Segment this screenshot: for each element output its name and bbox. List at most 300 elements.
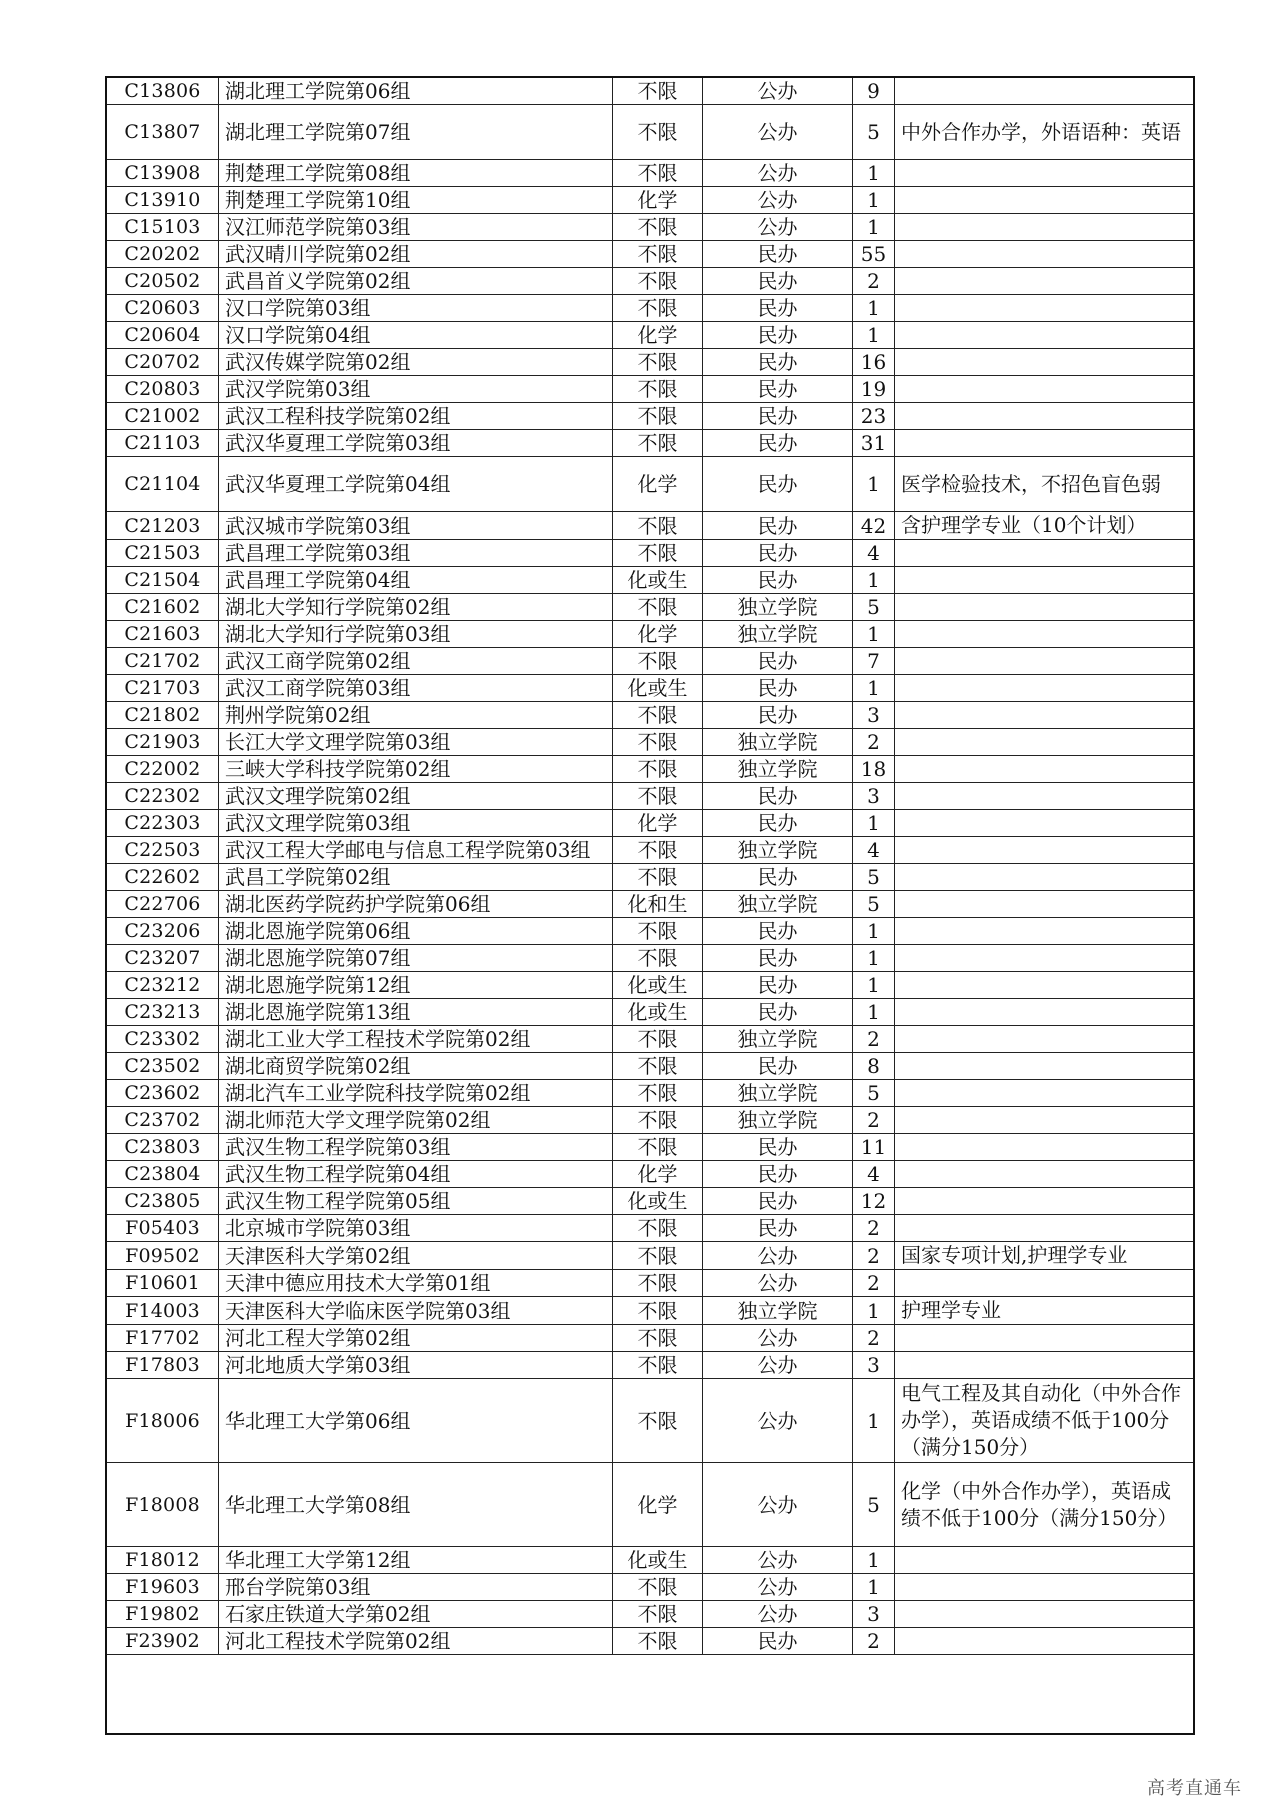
subject-requirement-cell: 不限 bbox=[613, 1134, 703, 1161]
plan-count-cell: 42 bbox=[853, 512, 895, 540]
subject-requirement-cell: 不限 bbox=[613, 1026, 703, 1053]
subject-requirement-cell: 不限 bbox=[613, 1107, 703, 1134]
subject-requirement-cell: 化或生 bbox=[613, 675, 703, 702]
college-group-name-cell: 荆楚理工学院第08组 bbox=[219, 160, 613, 187]
table-row bbox=[107, 1463, 1195, 1547]
table-row bbox=[107, 241, 1195, 268]
plan-count-cell: 1 bbox=[853, 675, 895, 702]
remarks-cell bbox=[895, 864, 1195, 891]
college-group-name-cell: 石家庄铁道大学第02组 bbox=[219, 1601, 613, 1628]
remarks-cell: 中外合作办学，外语语种：英语 bbox=[895, 105, 1195, 160]
plan-count-cell: 31 bbox=[853, 430, 895, 457]
group-code-cell: C23502 bbox=[107, 1053, 219, 1080]
plan-count-cell: 23 bbox=[853, 403, 895, 430]
college-group-name-cell: 汉江师范学院第03组 bbox=[219, 214, 613, 241]
table-row bbox=[107, 1080, 1195, 1107]
college-group-name-cell: 武汉生物工程学院第05组 bbox=[219, 1188, 613, 1215]
college-group-name-cell: 武昌工学院第02组 bbox=[219, 864, 613, 891]
plan-count-cell: 2 bbox=[853, 1215, 895, 1242]
college-group-name-cell: 天津医科大学第02组 bbox=[219, 1242, 613, 1270]
remarks-cell bbox=[895, 268, 1195, 295]
college-group-name-cell: 武昌理工学院第04组 bbox=[219, 567, 613, 594]
subject-requirement-cell: 不限 bbox=[613, 349, 703, 376]
group-code-cell: C21002 bbox=[107, 403, 219, 430]
table-row bbox=[107, 1270, 1195, 1297]
plan-count-cell: 4 bbox=[853, 837, 895, 864]
school-type-cell: 公办 bbox=[703, 1352, 853, 1379]
table-row bbox=[107, 160, 1195, 187]
table-row bbox=[107, 1297, 1195, 1325]
college-group-name-cell: 湖北大学知行学院第02组 bbox=[219, 594, 613, 621]
school-type-cell: 公办 bbox=[703, 1463, 853, 1547]
remarks-cell bbox=[895, 1325, 1195, 1352]
college-group-name-cell: 汉口学院第03组 bbox=[219, 295, 613, 322]
plan-count-cell: 1 bbox=[853, 810, 895, 837]
subject-requirement-cell: 不限 bbox=[613, 160, 703, 187]
school-type-cell: 公办 bbox=[703, 187, 853, 214]
school-type-cell: 民办 bbox=[703, 702, 853, 729]
college-group-name-cell: 武汉华夏理工学院第03组 bbox=[219, 430, 613, 457]
college-group-name-cell: 华北理工大学第06组 bbox=[219, 1379, 613, 1463]
plan-count-cell: 19 bbox=[853, 376, 895, 403]
school-type-cell: 民办 bbox=[703, 1134, 853, 1161]
school-type-cell: 民办 bbox=[703, 648, 853, 675]
group-code-cell: F19603 bbox=[107, 1574, 219, 1601]
college-group-name-cell: 湖北理工学院第06组 bbox=[219, 78, 613, 105]
group-code-cell: C21203 bbox=[107, 512, 219, 540]
college-group-name-cell: 湖北恩施学院第12组 bbox=[219, 972, 613, 999]
remarks-cell bbox=[895, 1547, 1195, 1574]
college-group-name-cell: 湖北恩施学院第13组 bbox=[219, 999, 613, 1026]
group-code-cell: C20803 bbox=[107, 376, 219, 403]
table-row bbox=[107, 1379, 1195, 1463]
subject-requirement-cell: 不限 bbox=[613, 918, 703, 945]
remarks-cell bbox=[895, 621, 1195, 648]
school-type-cell: 公办 bbox=[703, 1270, 853, 1297]
subject-requirement-cell: 不限 bbox=[613, 702, 703, 729]
table-row bbox=[107, 648, 1195, 675]
remarks-cell bbox=[895, 1134, 1195, 1161]
college-group-name-cell: 武汉工商学院第03组 bbox=[219, 675, 613, 702]
subject-requirement-cell: 化或生 bbox=[613, 1188, 703, 1215]
group-code-cell: C21802 bbox=[107, 702, 219, 729]
college-group-name-cell: 武汉文理学院第03组 bbox=[219, 810, 613, 837]
table-row bbox=[107, 729, 1195, 756]
subject-requirement-cell: 不限 bbox=[613, 376, 703, 403]
plan-count-cell: 2 bbox=[853, 1107, 895, 1134]
table-row bbox=[107, 295, 1195, 322]
table-row bbox=[107, 810, 1195, 837]
remarks-cell bbox=[895, 1352, 1195, 1379]
remarks-cell bbox=[895, 1161, 1195, 1188]
plan-count-cell: 1 bbox=[853, 295, 895, 322]
college-group-name-cell: 武汉学院第03组 bbox=[219, 376, 613, 403]
school-type-cell: 民办 bbox=[703, 1628, 853, 1655]
college-group-name-cell: 河北地质大学第03组 bbox=[219, 1352, 613, 1379]
table-row bbox=[107, 1547, 1195, 1574]
subject-requirement-cell: 不限 bbox=[613, 1242, 703, 1270]
table-row bbox=[107, 1628, 1195, 1655]
remarks-cell bbox=[895, 729, 1195, 756]
table-row bbox=[107, 78, 1195, 105]
plan-count-cell: 5 bbox=[853, 864, 895, 891]
table-row bbox=[107, 105, 1195, 160]
college-group-name-cell: 天津医科大学临床医学院第03组 bbox=[219, 1297, 613, 1325]
remarks-cell bbox=[895, 78, 1195, 105]
group-code-cell: F09502 bbox=[107, 1242, 219, 1270]
remarks-cell bbox=[895, 214, 1195, 241]
group-code-cell: C23302 bbox=[107, 1026, 219, 1053]
college-group-name-cell: 天津中德应用技术大学第01组 bbox=[219, 1270, 613, 1297]
remarks-cell: 国家专项计划,护理学专业 bbox=[895, 1242, 1195, 1270]
subject-requirement-cell: 不限 bbox=[613, 729, 703, 756]
remarks-cell bbox=[895, 837, 1195, 864]
group-code-cell: C13908 bbox=[107, 160, 219, 187]
group-code-cell: C21503 bbox=[107, 540, 219, 567]
remarks-cell bbox=[895, 783, 1195, 810]
table-row bbox=[107, 837, 1195, 864]
remarks-cell bbox=[895, 430, 1195, 457]
subject-requirement-cell: 化学 bbox=[613, 810, 703, 837]
school-type-cell: 民办 bbox=[703, 675, 853, 702]
table-row bbox=[107, 567, 1195, 594]
plan-count-cell: 2 bbox=[853, 729, 895, 756]
remarks-cell bbox=[895, 295, 1195, 322]
school-type-cell: 独立学院 bbox=[703, 837, 853, 864]
subject-requirement-cell: 不限 bbox=[613, 1053, 703, 1080]
group-code-cell: C21703 bbox=[107, 675, 219, 702]
subject-requirement-cell: 不限 bbox=[613, 403, 703, 430]
remarks-cell bbox=[895, 1188, 1195, 1215]
subject-requirement-cell: 不限 bbox=[613, 1628, 703, 1655]
group-code-cell: C22302 bbox=[107, 783, 219, 810]
remarks-cell bbox=[895, 1601, 1195, 1628]
plan-count-cell: 5 bbox=[853, 1080, 895, 1107]
subject-requirement-cell: 不限 bbox=[613, 648, 703, 675]
college-group-name-cell: 武汉工商学院第02组 bbox=[219, 648, 613, 675]
plan-count-cell: 1 bbox=[853, 621, 895, 648]
plan-count-cell: 2 bbox=[853, 1026, 895, 1053]
table-row bbox=[107, 1242, 1195, 1270]
plan-count-cell: 1 bbox=[853, 945, 895, 972]
college-group-name-cell: 湖北医药学院药护学院第06组 bbox=[219, 891, 613, 918]
remarks-cell: 护理学专业 bbox=[895, 1297, 1195, 1325]
admission-plan-table bbox=[106, 77, 1195, 1655]
table-row bbox=[107, 1188, 1195, 1215]
college-group-name-cell: 武汉生物工程学院第04组 bbox=[219, 1161, 613, 1188]
table-row bbox=[107, 999, 1195, 1026]
remarks-cell bbox=[895, 567, 1195, 594]
school-type-cell: 民办 bbox=[703, 349, 853, 376]
table-row bbox=[107, 1026, 1195, 1053]
table-row bbox=[107, 457, 1195, 512]
table-row bbox=[107, 187, 1195, 214]
subject-requirement-cell: 不限 bbox=[613, 105, 703, 160]
subject-requirement-cell: 不限 bbox=[613, 756, 703, 783]
remarks-cell: 化学（中外合作办学），英语成绩不低于100分（满分150分） bbox=[895, 1463, 1195, 1547]
group-code-cell: F10601 bbox=[107, 1270, 219, 1297]
subject-requirement-cell: 化或生 bbox=[613, 1547, 703, 1574]
group-code-cell: C20502 bbox=[107, 268, 219, 295]
school-type-cell: 民办 bbox=[703, 430, 853, 457]
table-row bbox=[107, 512, 1195, 540]
school-type-cell: 公办 bbox=[703, 1547, 853, 1574]
plan-count-cell: 2 bbox=[853, 1325, 895, 1352]
group-code-cell: F05403 bbox=[107, 1215, 219, 1242]
group-code-cell: C21104 bbox=[107, 457, 219, 512]
subject-requirement-cell: 不限 bbox=[613, 78, 703, 105]
college-group-name-cell: 华北理工大学第12组 bbox=[219, 1547, 613, 1574]
college-group-name-cell: 武汉文理学院第02组 bbox=[219, 783, 613, 810]
subject-requirement-cell: 不限 bbox=[613, 1325, 703, 1352]
school-type-cell: 民办 bbox=[703, 241, 853, 268]
plan-count-cell: 5 bbox=[853, 105, 895, 160]
plan-count-cell: 1 bbox=[853, 214, 895, 241]
group-code-cell: C22503 bbox=[107, 837, 219, 864]
table-row bbox=[107, 972, 1195, 999]
college-group-name-cell: 武汉华夏理工学院第04组 bbox=[219, 457, 613, 512]
school-type-cell: 民办 bbox=[703, 376, 853, 403]
group-code-cell: C23602 bbox=[107, 1080, 219, 1107]
remarks-cell bbox=[895, 945, 1195, 972]
table-body bbox=[107, 78, 1195, 1655]
group-code-cell: C22706 bbox=[107, 891, 219, 918]
group-code-cell: C21602 bbox=[107, 594, 219, 621]
table-row bbox=[107, 1134, 1195, 1161]
group-code-cell: C21903 bbox=[107, 729, 219, 756]
school-type-cell: 公办 bbox=[703, 160, 853, 187]
group-code-cell: C13807 bbox=[107, 105, 219, 160]
table-row bbox=[107, 1574, 1195, 1601]
group-code-cell: F18006 bbox=[107, 1379, 219, 1463]
school-type-cell: 民办 bbox=[703, 567, 853, 594]
college-group-name-cell: 华北理工大学第08组 bbox=[219, 1463, 613, 1547]
table-row bbox=[107, 594, 1195, 621]
group-code-cell: F18012 bbox=[107, 1547, 219, 1574]
school-type-cell: 公办 bbox=[703, 1379, 853, 1463]
college-group-name-cell: 武汉城市学院第03组 bbox=[219, 512, 613, 540]
remarks-cell bbox=[895, 594, 1195, 621]
plan-count-cell: 7 bbox=[853, 648, 895, 675]
school-type-cell: 独立学院 bbox=[703, 1080, 853, 1107]
school-type-cell: 独立学院 bbox=[703, 621, 853, 648]
remarks-cell bbox=[895, 999, 1195, 1026]
remarks-cell bbox=[895, 918, 1195, 945]
group-code-cell: C15103 bbox=[107, 214, 219, 241]
college-group-name-cell: 湖北师范大学文理学院第02组 bbox=[219, 1107, 613, 1134]
table-row bbox=[107, 349, 1195, 376]
school-type-cell: 民办 bbox=[703, 999, 853, 1026]
plan-count-cell: 11 bbox=[853, 1134, 895, 1161]
remarks-cell bbox=[895, 810, 1195, 837]
school-type-cell: 民办 bbox=[703, 403, 853, 430]
subject-requirement-cell: 不限 bbox=[613, 512, 703, 540]
table-row bbox=[107, 1325, 1195, 1352]
table-row bbox=[107, 214, 1195, 241]
group-code-cell: C23213 bbox=[107, 999, 219, 1026]
plan-count-cell: 5 bbox=[853, 594, 895, 621]
group-code-cell: C21603 bbox=[107, 621, 219, 648]
college-group-name-cell: 武昌理工学院第03组 bbox=[219, 540, 613, 567]
table-row bbox=[107, 268, 1195, 295]
college-group-name-cell: 北京城市学院第03组 bbox=[219, 1215, 613, 1242]
plan-count-cell: 1 bbox=[853, 187, 895, 214]
subject-requirement-cell: 不限 bbox=[613, 1352, 703, 1379]
subject-requirement-cell: 不限 bbox=[613, 1601, 703, 1628]
college-group-name-cell: 武汉工程科技学院第02组 bbox=[219, 403, 613, 430]
plan-count-cell: 55 bbox=[853, 241, 895, 268]
group-code-cell: C23206 bbox=[107, 918, 219, 945]
subject-requirement-cell: 化学 bbox=[613, 1161, 703, 1188]
school-type-cell: 独立学院 bbox=[703, 1107, 853, 1134]
group-code-cell: C22602 bbox=[107, 864, 219, 891]
school-type-cell: 民办 bbox=[703, 1188, 853, 1215]
group-code-cell: F18008 bbox=[107, 1463, 219, 1547]
remarks-cell bbox=[895, 241, 1195, 268]
table-row bbox=[107, 540, 1195, 567]
subject-requirement-cell: 不限 bbox=[613, 1080, 703, 1107]
school-type-cell: 民办 bbox=[703, 783, 853, 810]
college-group-name-cell: 武汉晴川学院第02组 bbox=[219, 241, 613, 268]
group-code-cell: C23805 bbox=[107, 1188, 219, 1215]
subject-requirement-cell: 化学 bbox=[613, 621, 703, 648]
subject-requirement-cell: 化和生 bbox=[613, 891, 703, 918]
college-group-name-cell: 武汉工程大学邮电与信息工程学院第03组 bbox=[219, 837, 613, 864]
group-code-cell: C23702 bbox=[107, 1107, 219, 1134]
table-row bbox=[107, 1601, 1195, 1628]
school-type-cell: 民办 bbox=[703, 322, 853, 349]
remarks-cell bbox=[895, 891, 1195, 918]
subject-requirement-cell: 化学 bbox=[613, 457, 703, 512]
plan-count-cell: 1 bbox=[853, 1574, 895, 1601]
group-code-cell: C23803 bbox=[107, 1134, 219, 1161]
subject-requirement-cell: 不限 bbox=[613, 241, 703, 268]
remarks-cell bbox=[895, 972, 1195, 999]
subject-requirement-cell: 化学 bbox=[613, 322, 703, 349]
subject-requirement-cell: 不限 bbox=[613, 783, 703, 810]
subject-requirement-cell: 化或生 bbox=[613, 972, 703, 999]
subject-requirement-cell: 不限 bbox=[613, 430, 703, 457]
subject-requirement-cell: 不限 bbox=[613, 214, 703, 241]
remarks-cell bbox=[895, 1026, 1195, 1053]
table-row bbox=[107, 756, 1195, 783]
remarks-cell bbox=[895, 648, 1195, 675]
subject-requirement-cell: 化学 bbox=[613, 187, 703, 214]
group-code-cell: C22303 bbox=[107, 810, 219, 837]
plan-count-cell: 1 bbox=[853, 999, 895, 1026]
remarks-cell bbox=[895, 322, 1195, 349]
table-row bbox=[107, 621, 1195, 648]
college-group-name-cell: 湖北汽车工业学院科技学院第02组 bbox=[219, 1080, 613, 1107]
subject-requirement-cell: 化或生 bbox=[613, 567, 703, 594]
remarks-cell bbox=[895, 1080, 1195, 1107]
subject-requirement-cell: 不限 bbox=[613, 594, 703, 621]
plan-count-cell: 18 bbox=[853, 756, 895, 783]
remarks-cell bbox=[895, 187, 1195, 214]
school-type-cell: 民办 bbox=[703, 295, 853, 322]
table-row bbox=[107, 864, 1195, 891]
plan-count-cell: 2 bbox=[853, 1242, 895, 1270]
school-type-cell: 公办 bbox=[703, 1325, 853, 1352]
school-type-cell: 民办 bbox=[703, 540, 853, 567]
group-code-cell: C21504 bbox=[107, 567, 219, 594]
table-row bbox=[107, 322, 1195, 349]
subject-requirement-cell: 不限 bbox=[613, 945, 703, 972]
remarks-cell: 含护理学专业（10个计划） bbox=[895, 512, 1195, 540]
plan-count-cell: 1 bbox=[853, 1379, 895, 1463]
college-group-name-cell: 河北工程大学第02组 bbox=[219, 1325, 613, 1352]
plan-count-cell: 1 bbox=[853, 1297, 895, 1325]
group-code-cell: C23207 bbox=[107, 945, 219, 972]
remarks-cell bbox=[895, 1270, 1195, 1297]
school-type-cell: 公办 bbox=[703, 214, 853, 241]
plan-count-cell: 1 bbox=[853, 972, 895, 999]
table-row bbox=[107, 1352, 1195, 1379]
plan-count-cell: 4 bbox=[853, 540, 895, 567]
table-row bbox=[107, 403, 1195, 430]
watermark-text: 高考直通车 bbox=[1147, 1778, 1242, 1799]
college-group-name-cell: 湖北理工学院第07组 bbox=[219, 105, 613, 160]
table-row bbox=[107, 1053, 1195, 1080]
school-type-cell: 民办 bbox=[703, 972, 853, 999]
group-code-cell: C21702 bbox=[107, 648, 219, 675]
college-group-name-cell: 湖北商贸学院第02组 bbox=[219, 1053, 613, 1080]
college-group-name-cell: 武昌首义学院第02组 bbox=[219, 268, 613, 295]
group-code-cell: C22002 bbox=[107, 756, 219, 783]
plan-count-cell: 1 bbox=[853, 322, 895, 349]
college-group-name-cell: 湖北恩施学院第07组 bbox=[219, 945, 613, 972]
subject-requirement-cell: 不限 bbox=[613, 1574, 703, 1601]
group-code-cell: F14003 bbox=[107, 1297, 219, 1325]
subject-requirement-cell: 化学 bbox=[613, 1463, 703, 1547]
remarks-cell bbox=[895, 1215, 1195, 1242]
group-code-cell: C20604 bbox=[107, 322, 219, 349]
subject-requirement-cell: 不限 bbox=[613, 295, 703, 322]
plan-count-cell: 16 bbox=[853, 349, 895, 376]
college-group-name-cell: 邢台学院第03组 bbox=[219, 1574, 613, 1601]
subject-requirement-cell: 不限 bbox=[613, 1215, 703, 1242]
group-code-cell: F17803 bbox=[107, 1352, 219, 1379]
subject-requirement-cell: 不限 bbox=[613, 540, 703, 567]
remarks-cell: 医学检验技术，不招色盲色弱 bbox=[895, 457, 1195, 512]
group-code-cell: F17702 bbox=[107, 1325, 219, 1352]
college-group-name-cell: 湖北恩施学院第06组 bbox=[219, 918, 613, 945]
school-type-cell: 公办 bbox=[703, 78, 853, 105]
plan-count-cell: 3 bbox=[853, 702, 895, 729]
college-group-name-cell: 湖北大学知行学院第03组 bbox=[219, 621, 613, 648]
table-row bbox=[107, 1215, 1195, 1242]
college-group-name-cell: 武汉传媒学院第02组 bbox=[219, 349, 613, 376]
plan-count-cell: 1 bbox=[853, 457, 895, 512]
remarks-cell bbox=[895, 540, 1195, 567]
college-group-name-cell: 荆楚理工学院第10组 bbox=[219, 187, 613, 214]
plan-count-cell: 5 bbox=[853, 1463, 895, 1547]
group-code-cell: C13806 bbox=[107, 78, 219, 105]
subject-requirement-cell: 化或生 bbox=[613, 999, 703, 1026]
school-type-cell: 公办 bbox=[703, 1242, 853, 1270]
subject-requirement-cell: 不限 bbox=[613, 1297, 703, 1325]
school-type-cell: 民办 bbox=[703, 945, 853, 972]
school-type-cell: 民办 bbox=[703, 457, 853, 512]
group-code-cell: C23804 bbox=[107, 1161, 219, 1188]
table-row bbox=[107, 783, 1195, 810]
remarks-cell bbox=[895, 675, 1195, 702]
school-type-cell: 民办 bbox=[703, 1215, 853, 1242]
college-group-name-cell: 荆州学院第02组 bbox=[219, 702, 613, 729]
remarks-cell bbox=[895, 160, 1195, 187]
school-type-cell: 公办 bbox=[703, 1601, 853, 1628]
plan-count-cell: 8 bbox=[853, 1053, 895, 1080]
